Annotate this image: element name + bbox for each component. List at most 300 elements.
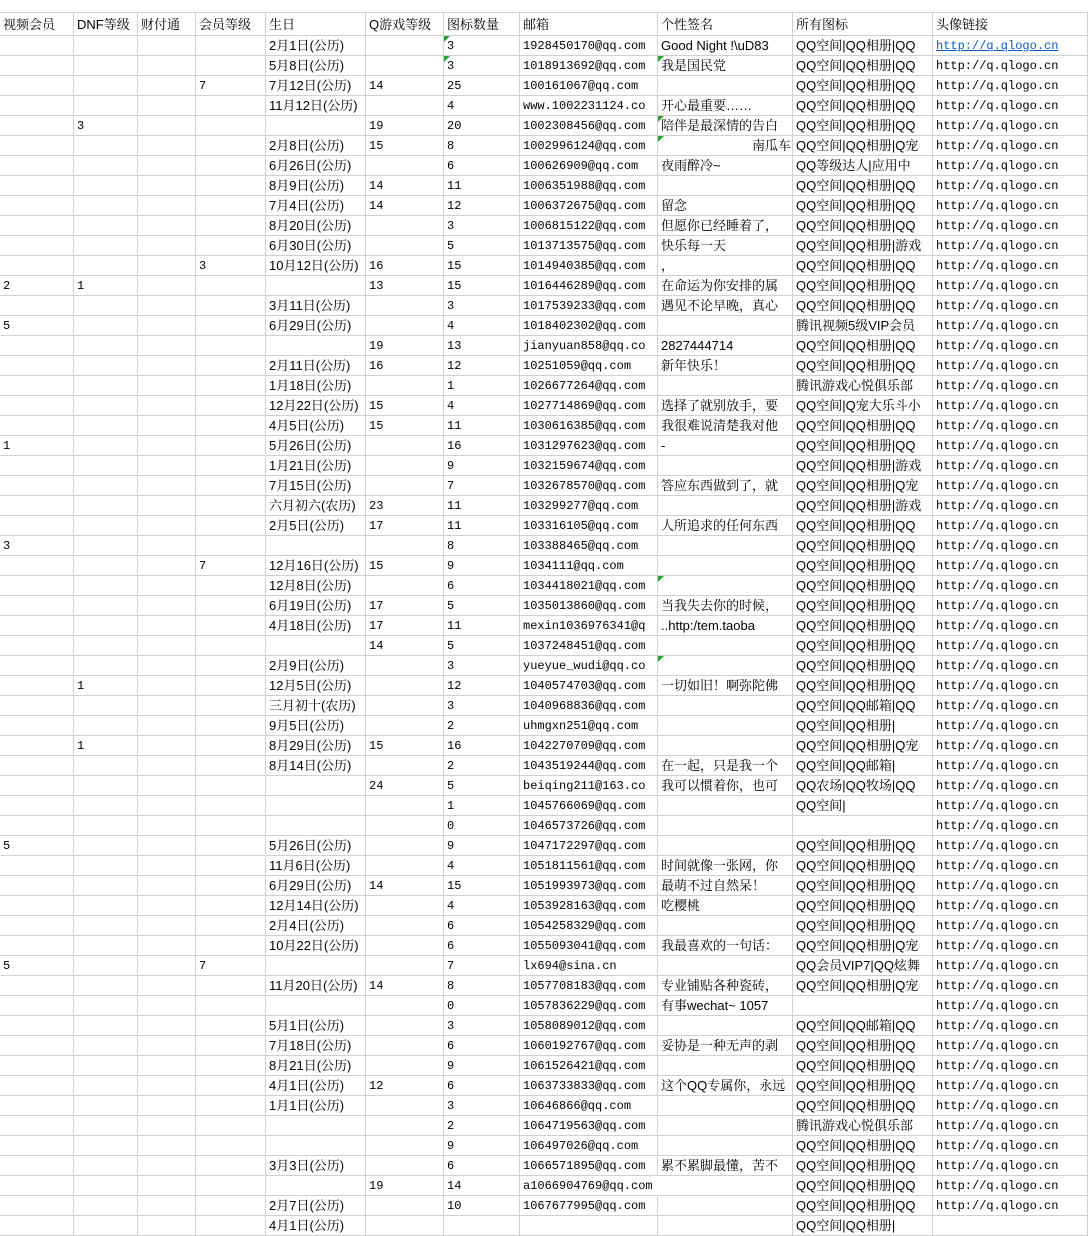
cell-email[interactable]: 1035013860@qq.com	[520, 596, 658, 616]
cell-icon-count[interactable]: 3	[444, 36, 520, 56]
cell-birthday[interactable]	[266, 1116, 366, 1136]
cell-all-icons[interactable]: QQ空间|QQ相册|QQ	[793, 96, 933, 116]
cell-q-game-level[interactable]	[366, 676, 444, 696]
cell-all-icons[interactable]: 腾讯视频5级VIP会员	[793, 316, 933, 336]
cell-dnf-level[interactable]	[74, 656, 138, 676]
cell-vip-level[interactable]	[196, 156, 266, 176]
cell-vip-level[interactable]	[196, 616, 266, 636]
cell-vip-level[interactable]	[196, 856, 266, 876]
cell-q-game-level[interactable]	[366, 916, 444, 936]
cell-avatar-link[interactable]: http://q.qlogo.cn	[933, 96, 1088, 116]
cell-signature[interactable]	[658, 816, 793, 836]
cell-signature[interactable]: 遇见不论早晚，真心	[658, 296, 793, 316]
cell-vip-level[interactable]	[196, 1176, 266, 1196]
cell-tenpay[interactable]	[138, 556, 196, 576]
cell-avatar-link[interactable]: http://q.qlogo.cn	[933, 236, 1088, 256]
cell-signature[interactable]: 选择了就别放手，要	[658, 396, 793, 416]
cell-avatar-link[interactable]: http://q.qlogo.cn	[933, 816, 1088, 836]
cell-signature[interactable]	[658, 456, 793, 476]
cell-tenpay[interactable]	[138, 96, 196, 116]
cell-birthday[interactable]: 2月4日(公历)	[266, 916, 366, 936]
cell-avatar-link[interactable]: http://q.qlogo.cn	[933, 636, 1088, 656]
cell-signature[interactable]: Good Night !\uD83	[658, 36, 793, 56]
cell-email[interactable]: 1006351988@qq.com	[520, 176, 658, 196]
cell-tenpay[interactable]	[138, 576, 196, 596]
cell-signature[interactable]	[658, 1016, 793, 1036]
cell-avatar-link[interactable]: http://q.qlogo.cn	[933, 196, 1088, 216]
cell-signature[interactable]: 快乐每一天	[658, 236, 793, 256]
cell-birthday[interactable]	[266, 536, 366, 556]
cell-dnf-level[interactable]	[74, 796, 138, 816]
cell-vip-level[interactable]: 7	[196, 76, 266, 96]
cell-all-icons[interactable]: QQ空间|QQ相册|Q宠	[793, 476, 933, 496]
cell-signature[interactable]: 当我失去你的时候，	[658, 596, 793, 616]
cell-avatar-link[interactable]: http://q.qlogo.cn	[933, 1156, 1088, 1176]
cell-icon-count[interactable]: 1	[444, 376, 520, 396]
cell-video-vip[interactable]	[0, 1116, 74, 1136]
cell-icon-count[interactable]: 0	[444, 816, 520, 836]
cell-q-game-level[interactable]	[366, 1156, 444, 1176]
cell-icon-count[interactable]: 4	[444, 96, 520, 116]
cell-birthday[interactable]: 3月3日(公历)	[266, 1156, 366, 1176]
cell-email[interactable]: 1030616385@qq.com	[520, 416, 658, 436]
cell-birthday[interactable]: 12月8日(公历)	[266, 576, 366, 596]
cell-q-game-level[interactable]	[366, 1196, 444, 1216]
cell-video-vip[interactable]	[0, 636, 74, 656]
cell-signature[interactable]: 2827444714	[658, 336, 793, 356]
cell-dnf-level[interactable]	[74, 1196, 138, 1216]
cell-tenpay[interactable]	[138, 1136, 196, 1156]
cell-vip-level[interactable]: 7	[196, 956, 266, 976]
cell-dnf-level[interactable]	[74, 376, 138, 396]
cell-q-game-level[interactable]	[366, 436, 444, 456]
cell-tenpay[interactable]	[138, 376, 196, 396]
cell-icon-count[interactable]: 16	[444, 736, 520, 756]
cell-avatar-link[interactable]: http://q.qlogo.cn	[933, 156, 1088, 176]
cell-q-game-level[interactable]: 12	[366, 1076, 444, 1096]
cell-video-vip[interactable]	[0, 1176, 74, 1196]
cell-avatar-link[interactable]: http://q.qlogo.cn	[933, 1136, 1088, 1156]
cell-tenpay[interactable]	[138, 156, 196, 176]
cell-vip-level[interactable]	[196, 876, 266, 896]
cell-vip-level[interactable]	[196, 1136, 266, 1156]
cell-q-game-level[interactable]	[366, 296, 444, 316]
cell-dnf-level[interactable]	[74, 596, 138, 616]
cell-signature[interactable]: 开心最重要……	[658, 96, 793, 116]
cell-all-icons[interactable]: QQ会员VIP7|QQ炫舞	[793, 956, 933, 976]
cell-signature[interactable]	[658, 956, 793, 976]
cell-avatar-link[interactable]: http://q.qlogo.cn	[933, 556, 1088, 576]
cell-q-game-level[interactable]: 15	[366, 396, 444, 416]
cell-tenpay[interactable]	[138, 236, 196, 256]
cell-vip-level[interactable]: 7	[196, 556, 266, 576]
cell-all-icons[interactable]: QQ空间|QQ相册|游戏	[793, 236, 933, 256]
cell-dnf-level[interactable]	[74, 96, 138, 116]
cell-dnf-level[interactable]	[74, 716, 138, 736]
cell-birthday[interactable]: 1月21日(公历)	[266, 456, 366, 476]
cell-tenpay[interactable]	[138, 1036, 196, 1056]
cell-avatar-link[interactable]: http://q.qlogo.cn	[933, 776, 1088, 796]
cell-email[interactable]: a1066904769@qq.com	[520, 1176, 658, 1196]
cell-video-vip[interactable]	[0, 476, 74, 496]
cell-dnf-level[interactable]	[74, 616, 138, 636]
cell-email[interactable]: 1018402302@qq.com	[520, 316, 658, 336]
cell-signature[interactable]	[658, 1136, 793, 1156]
cell-signature[interactable]: 新年快乐！	[658, 356, 793, 376]
cell-all-icons[interactable]: QQ空间|QQ相册|QQ	[793, 116, 933, 136]
cell-q-game-level[interactable]	[366, 576, 444, 596]
cell-signature[interactable]	[658, 916, 793, 936]
cell-video-vip[interactable]	[0, 676, 74, 696]
cell-birthday[interactable]: 12月14日(公历)	[266, 896, 366, 916]
cell-q-game-level[interactable]: 19	[366, 1176, 444, 1196]
cell-email[interactable]: 1006372675@qq.com	[520, 196, 658, 216]
cell-avatar-link[interactable]: http://q.qlogo.cn	[933, 276, 1088, 296]
cell-avatar-link[interactable]: http://q.qlogo.cn	[933, 336, 1088, 356]
cell-email[interactable]: 100161067@qq.com	[520, 76, 658, 96]
cell-avatar-link[interactable]: http://q.qlogo.cn	[933, 896, 1088, 916]
cell-avatar-link[interactable]: http://q.qlogo.cn	[933, 1076, 1088, 1096]
cell-q-game-level[interactable]: 17	[366, 516, 444, 536]
cell-all-icons[interactable]: QQ空间|QQ相册|QQ	[793, 636, 933, 656]
cell-email[interactable]: mexin1036976341@q	[520, 616, 658, 636]
cell-all-icons[interactable]: 腾讯游戏心悦俱乐部	[793, 1116, 933, 1136]
cell-birthday[interactable]	[266, 116, 366, 136]
cell-icon-count[interactable]: 13	[444, 336, 520, 356]
cell-q-game-level[interactable]	[366, 816, 444, 836]
cell-birthday[interactable]: 2月8日(公历)	[266, 136, 366, 156]
cell-vip-level[interactable]	[196, 756, 266, 776]
cell-signature[interactable]: ..http:/tem.taoba	[658, 616, 793, 636]
cell-signature[interactable]: 在命运为你安排的属	[658, 276, 793, 296]
cell-video-vip[interactable]: 1	[0, 436, 74, 456]
cell-icon-count[interactable]: 7	[444, 956, 520, 976]
cell-dnf-level[interactable]	[74, 876, 138, 896]
cell-icon-count[interactable]: 3	[444, 1016, 520, 1036]
cell-birthday[interactable]	[266, 996, 366, 1016]
cell-video-vip[interactable]	[0, 856, 74, 876]
cell-video-vip[interactable]	[0, 1056, 74, 1076]
cell-all-icons[interactable]: QQ空间|QQ相册|QQ	[793, 856, 933, 876]
cell-email[interactable]: 1034111@qq.com	[520, 556, 658, 576]
cell-signature[interactable]	[658, 76, 793, 96]
cell-video-vip[interactable]	[0, 256, 74, 276]
cell-avatar-link[interactable]: http://q.qlogo.cn	[933, 176, 1088, 196]
cell-dnf-level[interactable]	[74, 236, 138, 256]
cell-icon-count[interactable]: 0	[444, 996, 520, 1016]
cell-birthday[interactable]: 7月12日(公历)	[266, 76, 366, 96]
cell-dnf-level[interactable]	[74, 496, 138, 516]
cell-email[interactable]: 1060192767@qq.com	[520, 1036, 658, 1056]
cell-dnf-level[interactable]	[74, 416, 138, 436]
cell-signature[interactable]: 夜雨醉冷~	[658, 156, 793, 176]
cell-dnf-level[interactable]	[74, 196, 138, 216]
cell-tenpay[interactable]	[138, 976, 196, 996]
cell-icon-count[interactable]: 4	[444, 896, 520, 916]
column-header-avatar-link[interactable]: 头像链接	[933, 13, 1088, 36]
cell-all-icons[interactable]: QQ空间|QQ相册|QQ	[793, 416, 933, 436]
column-header-icon-count[interactable]: 图标数量	[444, 13, 520, 36]
cell-all-icons[interactable]: QQ空间|QQ相册|QQ	[793, 56, 933, 76]
cell-all-icons[interactable]: QQ农场|QQ牧场|QQ	[793, 776, 933, 796]
cell-birthday[interactable]: 1月1日(公历)	[266, 1096, 366, 1116]
cell-video-vip[interactable]	[0, 176, 74, 196]
cell-signature[interactable]: 时间就像一张网，你	[658, 856, 793, 876]
cell-avatar-link[interactable]: http://q.qlogo.cn	[933, 756, 1088, 776]
cell-all-icons[interactable]: QQ空间|QQ相册|QQ	[793, 36, 933, 56]
cell-avatar-link[interactable]: http://q.qlogo.cn	[933, 836, 1088, 856]
cell-dnf-level[interactable]	[74, 776, 138, 796]
cell-vip-level[interactable]	[196, 736, 266, 756]
cell-dnf-level[interactable]	[74, 1056, 138, 1076]
cell-avatar-link[interactable]: http://q.qlogo.cn	[933, 416, 1088, 436]
cell-tenpay[interactable]	[138, 936, 196, 956]
cell-tenpay[interactable]	[138, 256, 196, 276]
cell-signature[interactable]: 我是国民党	[658, 56, 793, 76]
cell-vip-level[interactable]	[196, 296, 266, 316]
cell-signature[interactable]	[658, 636, 793, 656]
cell-birthday[interactable]: 5月1日(公历)	[266, 1016, 366, 1036]
cell-vip-level[interactable]	[196, 56, 266, 76]
cell-icon-count[interactable]: 5	[444, 776, 520, 796]
cell-q-game-level[interactable]	[366, 956, 444, 976]
cell-tenpay[interactable]	[138, 736, 196, 756]
cell-avatar-link[interactable]: http://q.qlogo.cn	[933, 516, 1088, 536]
cell-tenpay[interactable]	[138, 456, 196, 476]
cell-dnf-level[interactable]	[74, 816, 138, 836]
cell-avatar-link[interactable]: http://q.qlogo.cn	[933, 536, 1088, 556]
cell-signature[interactable]	[658, 836, 793, 856]
cell-q-game-level[interactable]	[366, 236, 444, 256]
cell-vip-level[interactable]	[196, 696, 266, 716]
cell-birthday[interactable]: 2月5日(公历)	[266, 516, 366, 536]
cell-video-vip[interactable]: 3	[0, 536, 74, 556]
cell-avatar-link[interactable]	[933, 1216, 1088, 1236]
cell-video-vip[interactable]	[0, 296, 74, 316]
cell-signature[interactable]	[658, 796, 793, 816]
cell-tenpay[interactable]	[138, 816, 196, 836]
cell-q-game-level[interactable]: 17	[366, 616, 444, 636]
cell-all-icons[interactable]	[793, 996, 933, 1016]
cell-video-vip[interactable]	[0, 36, 74, 56]
cell-video-vip[interactable]	[0, 656, 74, 676]
cell-vip-level[interactable]	[196, 656, 266, 676]
cell-email[interactable]: 1040968836@qq.com	[520, 696, 658, 716]
cell-tenpay[interactable]	[138, 1056, 196, 1076]
cell-all-icons[interactable]: QQ空间|QQ相册|QQ	[793, 896, 933, 916]
cell-email[interactable]: 100626909@qq.com	[520, 156, 658, 176]
cell-signature[interactable]	[658, 716, 793, 736]
cell-birthday[interactable]: 6月19日(公历)	[266, 596, 366, 616]
cell-dnf-level[interactable]	[74, 176, 138, 196]
cell-birthday[interactable]: 6月29日(公历)	[266, 316, 366, 336]
cell-dnf-level[interactable]	[74, 216, 138, 236]
cell-birthday[interactable]	[266, 336, 366, 356]
cell-avatar-link[interactable]: http://q.qlogo.cn	[933, 356, 1088, 376]
cell-dnf-level[interactable]	[74, 536, 138, 556]
cell-q-game-level[interactable]	[366, 1136, 444, 1156]
cell-q-game-level[interactable]: 14	[366, 876, 444, 896]
cell-avatar-link[interactable]: http://q.qlogo.cn	[933, 36, 1088, 56]
cell-all-icons[interactable]: QQ空间|QQ相册|QQ	[793, 916, 933, 936]
cell-signature[interactable]	[658, 316, 793, 336]
cell-birthday[interactable]: 8月14日(公历)	[266, 756, 366, 776]
cell-avatar-link[interactable]: http://q.qlogo.cn	[933, 296, 1088, 316]
cell-q-game-level[interactable]	[366, 1016, 444, 1036]
cell-dnf-level[interactable]: 1	[74, 276, 138, 296]
cell-vip-level[interactable]	[196, 916, 266, 936]
cell-birthday[interactable]: 11月6日(公历)	[266, 856, 366, 876]
cell-birthday[interactable]: 12月5日(公历)	[266, 676, 366, 696]
cell-q-game-level[interactable]: 13	[366, 276, 444, 296]
cell-signature[interactable]	[658, 496, 793, 516]
cell-tenpay[interactable]	[138, 216, 196, 236]
cell-vip-level[interactable]	[196, 116, 266, 136]
cell-dnf-level[interactable]	[74, 836, 138, 856]
cell-tenpay[interactable]	[138, 1076, 196, 1096]
cell-email[interactable]: 1032678570@qq.com	[520, 476, 658, 496]
cell-email[interactable]: 106497026@qq.com	[520, 1136, 658, 1156]
cell-icon-count[interactable]: 9	[444, 1136, 520, 1156]
cell-video-vip[interactable]	[0, 736, 74, 756]
cell-all-icons[interactable]: QQ空间|QQ相册|QQ	[793, 1036, 933, 1056]
cell-dnf-level[interactable]	[74, 296, 138, 316]
cell-all-icons[interactable]: QQ空间|QQ相册|QQ	[793, 76, 933, 96]
cell-signature[interactable]: ，	[658, 256, 793, 276]
cell-video-vip[interactable]	[0, 336, 74, 356]
cell-vip-level[interactable]	[196, 1196, 266, 1216]
cell-icon-count[interactable]	[444, 1216, 520, 1236]
cell-signature[interactable]	[658, 1056, 793, 1076]
cell-video-vip[interactable]: 2	[0, 276, 74, 296]
cell-email[interactable]: 1051993973@qq.com	[520, 876, 658, 896]
cell-email[interactable]: beiqing211@163.co	[520, 776, 658, 796]
cell-all-icons[interactable]: QQ空间|QQ相册|游戏	[793, 496, 933, 516]
cell-all-icons[interactable]: QQ空间|QQ相册|QQ	[793, 1156, 933, 1176]
cell-all-icons[interactable]: QQ空间|QQ相册|QQ	[793, 436, 933, 456]
cell-email[interactable]: 1055093041@qq.com	[520, 936, 658, 956]
cell-vip-level[interactable]	[196, 416, 266, 436]
cell-vip-level[interactable]	[196, 1016, 266, 1036]
cell-q-game-level[interactable]	[366, 836, 444, 856]
cell-q-game-level[interactable]	[366, 696, 444, 716]
cell-email[interactable]: 1013713575@qq.com	[520, 236, 658, 256]
cell-q-game-level[interactable]: 19	[366, 336, 444, 356]
cell-icon-count[interactable]: 9	[444, 456, 520, 476]
cell-icon-count[interactable]: 4	[444, 856, 520, 876]
cell-tenpay[interactable]	[138, 536, 196, 556]
cell-all-icons[interactable]: QQ空间|QQ相册|QQ	[793, 336, 933, 356]
cell-avatar-link[interactable]: http://q.qlogo.cn	[933, 396, 1088, 416]
cell-icon-count[interactable]: 6	[444, 936, 520, 956]
cell-birthday[interactable]: 5月8日(公历)	[266, 56, 366, 76]
cell-email[interactable]: 1018913692@qq.com	[520, 56, 658, 76]
cell-icon-count[interactable]: 6	[444, 916, 520, 936]
cell-tenpay[interactable]	[138, 196, 196, 216]
cell-email[interactable]: 1063733833@qq.com	[520, 1076, 658, 1096]
cell-q-game-level[interactable]: 14	[366, 176, 444, 196]
cell-email[interactable]: 10251059@qq.com	[520, 356, 658, 376]
cell-all-icons[interactable]: QQ空间|QQ相册|Q宠	[793, 976, 933, 996]
cell-tenpay[interactable]	[138, 1216, 196, 1236]
cell-video-vip[interactable]	[0, 1196, 74, 1216]
cell-icon-count[interactable]: 9	[444, 556, 520, 576]
cell-all-icons[interactable]: QQ空间|QQ相册|QQ	[793, 296, 933, 316]
cell-icon-count[interactable]: 6	[444, 156, 520, 176]
cell-email[interactable]: yueyue_wudi@qq.co	[520, 656, 658, 676]
cell-all-icons[interactable]: QQ空间|QQ相册|QQ	[793, 516, 933, 536]
cell-dnf-level[interactable]	[74, 756, 138, 776]
cell-birthday[interactable]: 2月7日(公历)	[266, 1196, 366, 1216]
cell-tenpay[interactable]	[138, 596, 196, 616]
cell-birthday[interactable]: 4月18日(公历)	[266, 616, 366, 636]
cell-signature[interactable]: 最萌不过自然呆！	[658, 876, 793, 896]
cell-signature[interactable]: 我很难说清楚我对他	[658, 416, 793, 436]
cell-all-icons[interactable]: QQ空间|QQ相册|Q宠	[793, 136, 933, 156]
cell-email[interactable]: 1045766069@qq.com	[520, 796, 658, 816]
cell-email[interactable]: 1034418021@qq.com	[520, 576, 658, 596]
cell-q-game-level[interactable]	[366, 996, 444, 1016]
cell-video-vip[interactable]	[0, 876, 74, 896]
cell-q-game-level[interactable]	[366, 36, 444, 56]
cell-tenpay[interactable]	[138, 696, 196, 716]
cell-dnf-level[interactable]	[74, 956, 138, 976]
cell-signature[interactable]	[658, 376, 793, 396]
cell-icon-count[interactable]: 11	[444, 416, 520, 436]
cell-icon-count[interactable]: 8	[444, 536, 520, 556]
column-header-birthday[interactable]: 生日	[266, 13, 366, 36]
cell-dnf-level[interactable]	[74, 56, 138, 76]
cell-dnf-level[interactable]: 1	[74, 736, 138, 756]
cell-vip-level[interactable]	[196, 836, 266, 856]
cell-vip-level[interactable]	[196, 936, 266, 956]
cell-video-vip[interactable]	[0, 1136, 74, 1156]
cell-tenpay[interactable]	[138, 796, 196, 816]
cell-all-icons[interactable]: QQ空间|QQ相册|QQ	[793, 536, 933, 556]
cell-q-game-level[interactable]	[366, 376, 444, 396]
cell-email[interactable]: 10646866@qq.com	[520, 1096, 658, 1116]
cell-vip-level[interactable]	[196, 456, 266, 476]
cell-avatar-link[interactable]: http://q.qlogo.cn	[933, 496, 1088, 516]
cell-all-icons[interactable]: QQ空间|QQ相册|QQ	[793, 576, 933, 596]
cell-icon-count[interactable]: 5	[444, 596, 520, 616]
cell-signature[interactable]: 妥协是一种无声的剥	[658, 1036, 793, 1056]
cell-tenpay[interactable]	[138, 656, 196, 676]
cell-avatar-link[interactable]: http://q.qlogo.cn	[933, 116, 1088, 136]
cell-tenpay[interactable]	[138, 916, 196, 936]
cell-video-vip[interactable]	[0, 696, 74, 716]
cell-birthday[interactable]: 8月21日(公历)	[266, 1056, 366, 1076]
cell-avatar-link[interactable]: http://q.qlogo.cn	[933, 456, 1088, 476]
cell-tenpay[interactable]	[138, 276, 196, 296]
cell-q-game-level[interactable]: 24	[366, 776, 444, 796]
cell-email[interactable]: jianyuan858@qq.co	[520, 336, 658, 356]
cell-tenpay[interactable]	[138, 176, 196, 196]
cell-video-vip[interactable]	[0, 156, 74, 176]
cell-birthday[interactable]: 2月1日(公历)	[266, 36, 366, 56]
cell-icon-count[interactable]: 2	[444, 716, 520, 736]
cell-all-icons[interactable]: QQ空间|QQ相册|QQ	[793, 1076, 933, 1096]
cell-all-icons[interactable]: QQ空间|QQ相册|	[793, 1216, 933, 1236]
cell-signature[interactable]: 我最喜欢的一句话：	[658, 936, 793, 956]
cell-birthday[interactable]: 4月1日(公历)	[266, 1076, 366, 1096]
cell-vip-level[interactable]	[196, 336, 266, 356]
cell-q-game-level[interactable]	[366, 316, 444, 336]
cell-tenpay[interactable]	[138, 1016, 196, 1036]
cell-dnf-level[interactable]	[74, 456, 138, 476]
cell-vip-level[interactable]	[196, 176, 266, 196]
cell-signature[interactable]: 吃樱桃	[658, 896, 793, 916]
